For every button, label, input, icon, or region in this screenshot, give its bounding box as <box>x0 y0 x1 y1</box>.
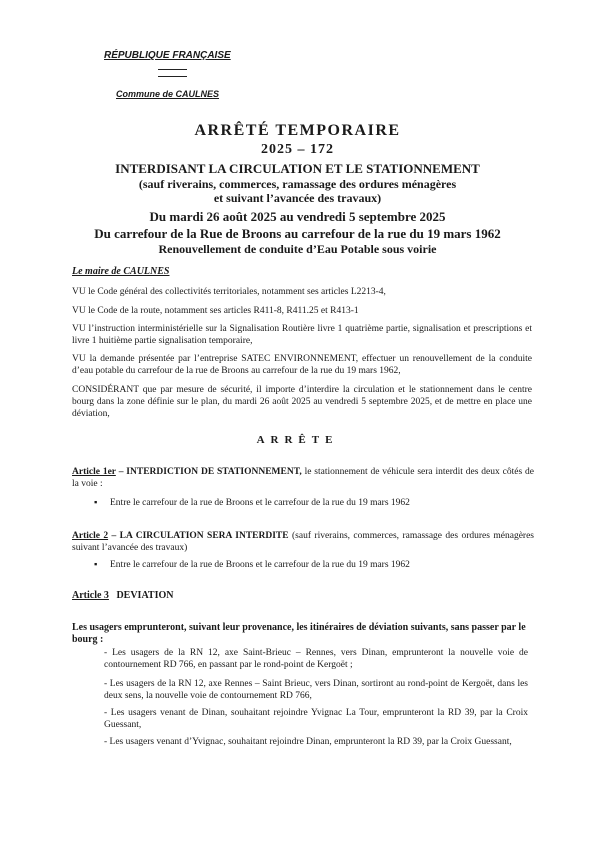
deviation-item: - Les usagers de la RN 12, axe Rennes – Saint Brieuc, vers Dinan, sortiront au rond-point de Kergoët, dans les deux sens, la nouvelle voie de contournement RD 766, <box>104 679 528 701</box>
article-1-label: Article 1er <box>72 467 116 477</box>
article-1-bullet-text: Entre le carrefour de la rue de Broons et le carrefour de la rue du 19 mars 1962 <box>110 498 410 508</box>
title-dates: Du mardi 26 août 2025 au vendredi 5 septembre 2025 <box>149 209 446 224</box>
republique-header: RÉPUBLIQUE FRANÇAISE <box>104 50 231 61</box>
article-2 <box>72 530 534 554</box>
consideration-vu-code-route: VU le Code de la route, notamment ses articles R411-8, R411.25 et R413-1 <box>72 306 359 316</box>
article-3-label: Article 3 <box>72 590 109 601</box>
separator-rule <box>158 76 187 77</box>
bullet-icon: ▪ <box>94 498 98 508</box>
deviation-intro: Les usagers emprunteront, suivant leur provenance, les itinéraires de déviation suivants, sans passer par le bourg : <box>72 622 526 645</box>
article-3 <box>72 590 534 602</box>
arrete-heading: ARRÊTE <box>256 434 339 446</box>
consideration-vu-cgct: VU le Code général des collectivités territoriales, notamment ses articles L2213-4, <box>72 287 386 297</box>
deviation-item: - Les usagers venant de Dinan, souhaitant rejoindre Yvignac La Tour, emprunteront la RD 39, par la Croix Guessant, <box>104 708 528 730</box>
article-2-bullet-text: Entre le carrefour de la rue de Broons et le carrefour de la rue du 19 mars 1962 <box>110 560 410 570</box>
article-1-bullet <box>94 497 410 509</box>
article-2-text: (sauf riverains, commerces, ramassage des ordures ménagères suivant l’avancée des travaux) <box>72 531 534 553</box>
article-2-title: – LA CIRCULATION SERA INTERDITE <box>108 531 289 541</box>
article-2-bullet <box>94 559 410 571</box>
consideration-considerant: CONSIDÉRANT que par mesure de sécurité, il importe d’interdire la circulation et le stationnement dans le centre bourg dans la zone définie sur le plan, du mardi 26 août 2025 au vendredi 5 septembre 2025, et de mettre en place une déviation, <box>72 385 532 419</box>
article-3-title: DEVIATION <box>116 590 174 601</box>
consideration-vu-demande: VU la demande présentée par l’entreprise SATEC ENVIRONNEMENT, effectuer un renouvellement de la conduite d’eau potable du carrefour de la rue de Broons au carrefour de la rue du 19 mars 1962, <box>72 354 532 376</box>
article-1 <box>72 466 534 490</box>
title-works: Renouvellement de conduite d’Eau Potable sous voirie <box>158 242 437 256</box>
consideration-vu-instruction: VU l’instruction interministérielle sur la Signalisation Routière livre 1 quatrième partie, signalisation et prescriptions et livre 1 huitième partie signalisation temporaire, <box>72 324 532 346</box>
title-subject: INTERDISANT LA CIRCULATION ET LE STATIONNEMENT <box>115 161 480 176</box>
title-exceptions-cont: et suivant l’avancée des travaux) <box>213 191 382 205</box>
deviation-item: - Les usagers de la RN 12, axe Saint-Brieuc – Rennes, vers Dinan, emprunteront la nouvelle voie de contournement RD 766, en passant par le rond-point de Kergoët ; <box>104 648 528 670</box>
bullet-icon: ▪ <box>94 560 98 570</box>
article-2-label: Article 2 <box>72 531 109 541</box>
maire-heading: Le maire de CAULNES <box>72 266 170 277</box>
article-1-text: le stationnement de véhicule sera interdit des deux côtés de la voie : <box>72 467 534 489</box>
title-exceptions: (sauf riverains, commerces, ramassage des ordures ménagères <box>138 177 457 191</box>
deviation-item: - Les usagers venant d’Yvignac, souhaitant rejoindre Dinan, emprunteront la RD 39, par la Croix Guessant, <box>104 737 512 747</box>
title-location: Du carrefour de la Rue de Broons au carrefour de la rue du 19 mars 1962 <box>94 226 501 241</box>
article-1-title: – INTERDICTION DE STATIONNEMENT, <box>115 467 302 477</box>
commune-name: Commune de CAULNES <box>116 89 220 99</box>
arrete-number: 2025 – 172 <box>261 142 334 157</box>
separator-rule <box>158 69 187 70</box>
document-title: ARRÊTÉ TEMPORAIRE <box>194 122 401 139</box>
